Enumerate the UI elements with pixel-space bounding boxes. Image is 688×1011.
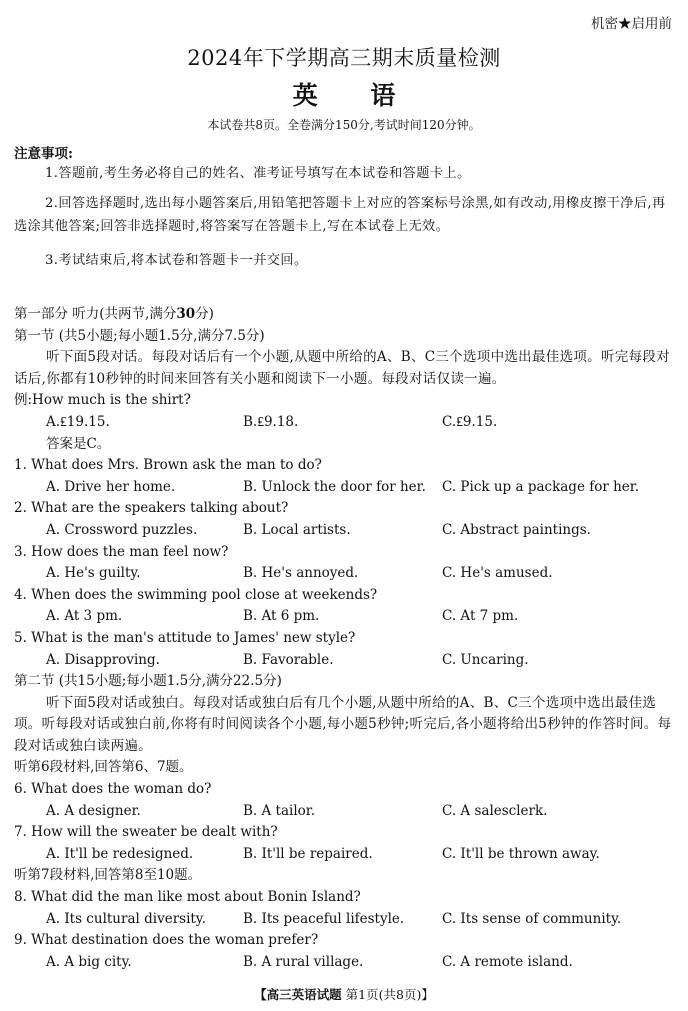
- option-c: C. A salesclerk.: [442, 802, 548, 819]
- question-1: 1. What does Mrs. Brown ask the man to do?: [14, 457, 322, 474]
- option-a: A.₤19.15.: [46, 413, 110, 430]
- question-1-options: [14, 477, 679, 499]
- secret-mark: 机密★启用前: [591, 16, 672, 32]
- option-b: B. Favorable.: [243, 651, 334, 668]
- question-4: 4. When does the swimming pool close at weekends?: [14, 586, 378, 603]
- question-9-options: [14, 952, 679, 974]
- option-b: B. He's annoyed.: [243, 565, 359, 582]
- option-a: A. Its cultural diversity.: [46, 910, 206, 927]
- option-c: C. Pick up a package for her.: [442, 478, 640, 495]
- question-7-options: [14, 844, 679, 866]
- option-b: B. Unlock the door for her.: [243, 478, 426, 495]
- example-answer: 答案是C。: [46, 435, 111, 452]
- part1-score: 30: [176, 306, 196, 322]
- listening-part: [14, 304, 679, 973]
- option-a: A. At 3 pm.: [46, 608, 123, 625]
- example-options: [14, 412, 679, 434]
- option-b: B. A rural village.: [243, 953, 364, 970]
- material-7-note: 听第7段材料,回答第8至10题。: [14, 867, 202, 884]
- option-c: C. He's amused.: [442, 565, 553, 582]
- option-b: B. A tailor.: [243, 802, 316, 819]
- material-6-note: 听第6段材料,回答第6、7题。: [14, 759, 193, 776]
- question-8: 8. What did the man like most about Bonin Island?: [14, 889, 361, 906]
- option-c: C. Uncaring.: [442, 651, 529, 668]
- option-a: A. Drive her home.: [46, 478, 176, 495]
- option-b: B. It'll be repaired.: [243, 845, 373, 862]
- notice-item-3: 3.考试结束后,将本试卷和答题卡一并交回。: [45, 253, 308, 268]
- question-5-options: [14, 650, 679, 672]
- example-question: 例:How much is the shirt?: [14, 392, 191, 409]
- question-5: 5. What is the man's attitude to James' new style?: [14, 629, 356, 646]
- question-9: 9. What destination does the woman prefer?: [14, 932, 319, 949]
- footer-page: 第1页(共8页)】: [345, 987, 434, 1002]
- exam-info: 本试卷共8页。全卷满分150分,考试时间120分钟。: [207, 118, 481, 132]
- section1-heading: 第一节 (共5小题;每小题1.5分,满分7.5分): [14, 327, 265, 344]
- subject-title: 英 语: [292, 81, 418, 110]
- part1-heading: 第一部分 听力(共两节,满分30分): [14, 306, 214, 322]
- question-3-options: [14, 563, 679, 585]
- section1-instructions: 听下面5段对话。每段对话后有一个小题,从题中所给的A、B、C三个选项中选出最佳选项。听完每段对话后,你都有10秒钟的时间来回答有关小题和阅读下一小题。每段对话仅读一遍。: [14, 349, 670, 387]
- footer-label: 【高三英语试题: [254, 987, 342, 1002]
- question-3: 3. How does the man feel now?: [14, 543, 229, 560]
- section2-instructions: 听下面5段对话或独白。每段对话或独白后有几个小题,从题中所给的A、B、C三个选项中选出最佳选项。听每段对话或独白前,你将有时间阅读各个小题,每小题5秒钟;听完后,各小题将给出5秒钟的作答时间。每段对话或独白读两遍。: [14, 694, 672, 754]
- notice-item-2: 2.回答选择题时,选出每小题答案后,用铅笔把答题卡上对应的答案标号涂黑,如有改动,用橡皮擦干净后,再选涂其他答案;回答非选择题时,将答案写在答题卡上,写在本试卷上无效。: [14, 196, 666, 234]
- option-b: B. At 6 pm.: [243, 608, 320, 625]
- section2-heading: 第二节 (共15小题;每小题1.5分,满分22.5分): [14, 673, 282, 690]
- option-c: C. It'll be thrown away.: [442, 845, 600, 862]
- page-footer: [0, 985, 688, 1003]
- question-2-options: [14, 520, 679, 542]
- exam-title: 2024年下学期高三期末质量检测: [187, 46, 501, 70]
- option-a: A. Disapproving.: [46, 651, 160, 668]
- option-a: A. A designer.: [46, 802, 141, 819]
- option-b: B. Its peaceful lifestyle.: [243, 910, 405, 927]
- question-2: 2. What are the speakers talking about?: [14, 500, 289, 517]
- option-a: A. Crossword puzzles.: [46, 521, 198, 538]
- option-c: C. A remote island.: [442, 953, 573, 970]
- option-c: C. Abstract paintings.: [442, 521, 591, 538]
- option-a: A. A big city.: [46, 953, 132, 970]
- question-4-options: [14, 606, 679, 628]
- option-c: C. At 7 pm.: [442, 608, 519, 625]
- option-c: C. Its sense of community.: [442, 910, 622, 927]
- option-a: A. He's guilty.: [46, 565, 141, 582]
- option-b: B.₤9.18.: [243, 413, 299, 430]
- option-a: A. It'll be redesigned.: [46, 845, 194, 862]
- question-7: 7. How will the sweater be dealt with?: [14, 824, 278, 841]
- notice-title: 注意事项:: [14, 146, 73, 162]
- question-6-options: [14, 801, 679, 823]
- option-b: B. Local artists.: [243, 521, 351, 538]
- question-6: 6. What does the woman do?: [14, 781, 212, 798]
- notice-item-1: 1.答题前,考生务必将自己的姓名、准考证号填写在本试卷和答题卡上。: [45, 166, 471, 181]
- question-8-options: [14, 909, 679, 931]
- option-c: C.₤9.15.: [442, 413, 498, 430]
